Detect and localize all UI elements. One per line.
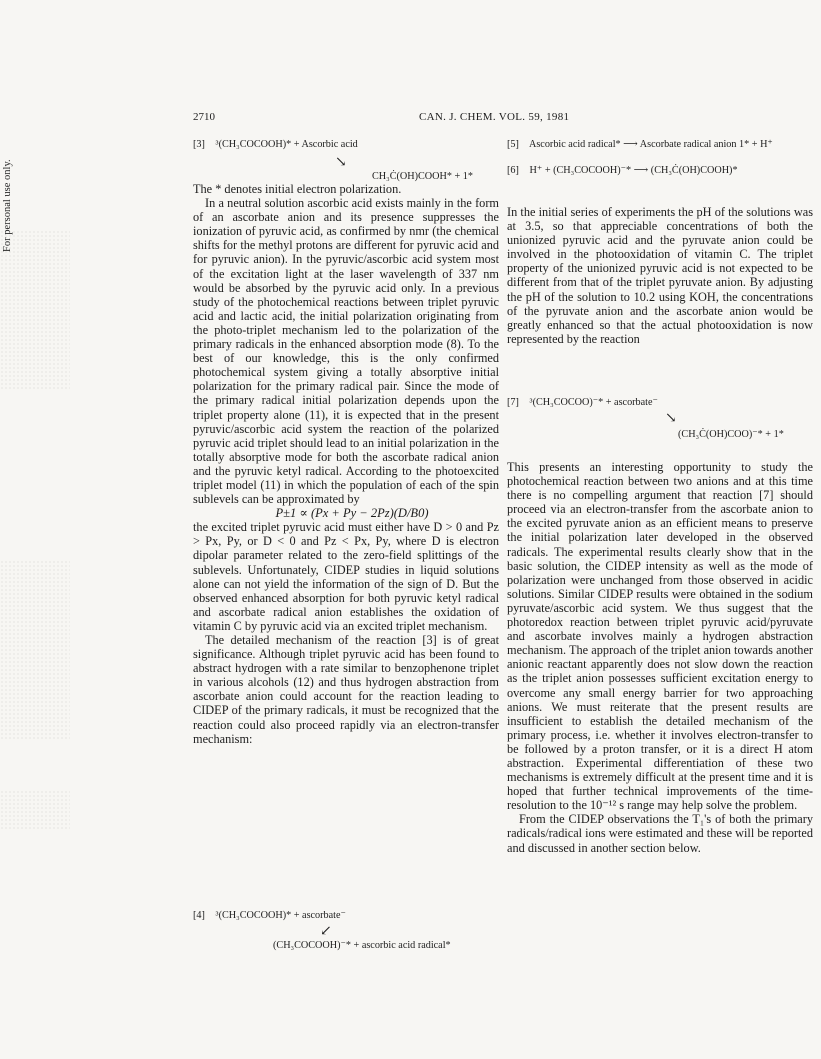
equation-7-reactants: ³(CH₃COCOO)⁻* + ascorbate⁻ [529,397,658,408]
download-watermark [0,109,14,500]
right-paragraph-1: In the initial series of experiments the pH of the solutions was at 3.5, so that appreciable concentrations of both the unionized pyruvic acid and the pyruvate anion could be involved in the photooxidation of vitamin C. The triplet property of the unionized pyruvic acid is not expected to be different from that of the triplet pyruvate anion. By adjusting the pH of the solution to 10.2 using KOH, the concentrations of the pyruvate anion and the ascorbate anion would be greatly enhanced so that the actual photooxidation is now represented by the reaction [507,205,813,346]
equation-6-number: [6] [507,165,519,176]
equation-7-products: (CH₃Ċ(OH)COO)⁻* + 1* [678,429,784,440]
left-paragraph-3: the excited triplet pyruvic acid must either have D > 0 and Pz > Px, Py, or D < 0 and Pz < Px, Py, where D is electron dipolar parameter related to the zero-field splittings of the sublevels. Unfortunately, CIDEP studies in liquid solutions alone can not yield the information of the sign of D. But the observed enhanced absorption for both pyruvic ketyl radical and ascorbate radical anion establishes the oxidation of vitamin C by pyruvic acid via an excited triplet mechanism. [193,520,499,633]
equation-6-body: H⁺ + (CH₃COCOOH)⁻* ⟶ (CH₃Ċ(OH)COOH)* [529,165,738,176]
equation-3-reactants: ³(CH₃COCOOH)* + Ascorbic acid [215,139,358,150]
equation-3-number: [3] [193,139,205,150]
right-column-bottom [507,460,813,855]
equation-7 [507,397,658,408]
watermark-line-2: For personal use only. [2,159,13,252]
equation-4-reactants: ³(CH₃COCOOH)* + ascorbate⁻ [215,910,346,921]
right-paragraph-3: From the CIDEP observations the T₁'s of both the primary radicals/radical ions were estimated and these will be reported and discussed in another section below. [507,812,813,855]
left-column [193,182,499,746]
equation-3-products: CH₃Ċ(OH)COOH* + 1* [372,171,473,182]
right-paragraph-2: This presents an interesting opportunity to study the photochemical reaction between two anions and at this time there is no compelling argument that reaction [7] should proceed via an electron-transfer from the ascorbate anion to the excited pyruvate anion as an efficient means to preserve the initial polarization later developed in the observed radicals. The experimental results clearly show that in the basic solution, the CIDEP intensity as well as the mode of polarization were unchanged from those observed in acidic solutions. Similar CIDEP results were obtained in the sodium pyruvate/ascorbic acid system. We thus suggest that the photoredox reaction between triplet pyruvic acid/pyruvate and ascorbate involves mainly a hydrogen abstraction mechanism. The approach of the triplet anion towards another anionic reactant apparently does not slow down the reaction as the triplet anion possesses sufficient excitation energy to overcome any small energy barrier for two approaching anions. We must reiterate that the present results are insufficient to establish the detailed mechanism of the primary process, i.e. whether it involves electron-transfer to be followed by a proton transfer, or it is a direct H atom abstraction. Experimental differentiation of these two mechanisms is extremely difficult at the present time and it is hoped that further technical improvements of the time-resolution to the 10⁻¹² s range may help solve the problem. [507,460,813,813]
equation-5-number: [5] [507,139,519,150]
left-paragraph-4: The detailed mechanism of the reaction [3] is of great significance. Although triplet pyruvic acid has been found to abstract hydrogen with a rate similar to benzophenone triplet in various alcohols (12) and thus hydrogen abstraction from ascorbate anion could account for the reaction leading to CIDEP of the primary radicals, it must be recognized that the reaction could also proceed rapidly via an electron-transfer mechanism: [193,633,499,746]
page-number: 2710 [193,111,215,123]
equation-4-arrow: ↙ [320,924,332,939]
left-paragraph-2: In a neutral solution ascorbic acid exists mainly in the form of an ascorbate anion and its presence suppresses the ionization of pyruvic acid, as confirmed by nmr (the chemical shifts for the methyl protons are different for pyruvic acid and for pyruvic anion). In the pyruvic/ascorbic acid system most of the excitation light at the laser wavelength of 337 nm would be absorbed by the pyruvic acid only. In a previous study of the photochemical reactions between triplet pyruvic acid and lactic acid, the initial polarization originating from the photo-triplet mechanism led to the polarization of the primary radicals in the enhanced absorption mode (8). To the best of our knowledge, this is the only confirmed photochemical system giving a totally absorptive initial polarization for the primary radical pair. Since the mode of the primary radical initial polarization depends upon the triplet property alone (11), it is expected that in the present pyruvic/ascorbic acid system the reaction of the polarized pyruvic acid triplet should lead to an initial polarization in the totally absorptive mode for both the ascorbate radical anion and the pyruvic ketyl radical. According to the photoexcited triplet model (11) in which the population of each of the spin sublevels can be approximated by [193,196,499,507]
equation-5-body: Ascorbic acid radical* ⟶ Ascorbate radical anion 1* + H⁺ [528,139,773,150]
equation-3-arrow: ↘ [335,155,347,170]
equation-7-arrow: ↘ [665,411,677,426]
equation-7-number: [7] [507,397,519,408]
journal-running-head: CAN. J. CHEM. VOL. 59, 1981 [419,111,570,123]
equation-5 [507,139,773,150]
equation-4 [193,910,346,921]
equation-6 [507,165,738,176]
right-column-top [507,205,813,346]
equation-4-number: [4] [193,910,205,921]
scan-artifact-mid [0,560,70,740]
equation-4-products: (CH₃COCOOH)⁻* + ascorbic acid radical* [273,940,451,951]
polarization-formula: P±1 ∝ (Px + Py − 2Pz)(D/B0) [275,506,429,521]
left-paragraph-1: The * denotes initial electron polarization. [193,182,402,196]
equation-3 [193,139,358,150]
scan-artifact-bottom [0,790,70,830]
